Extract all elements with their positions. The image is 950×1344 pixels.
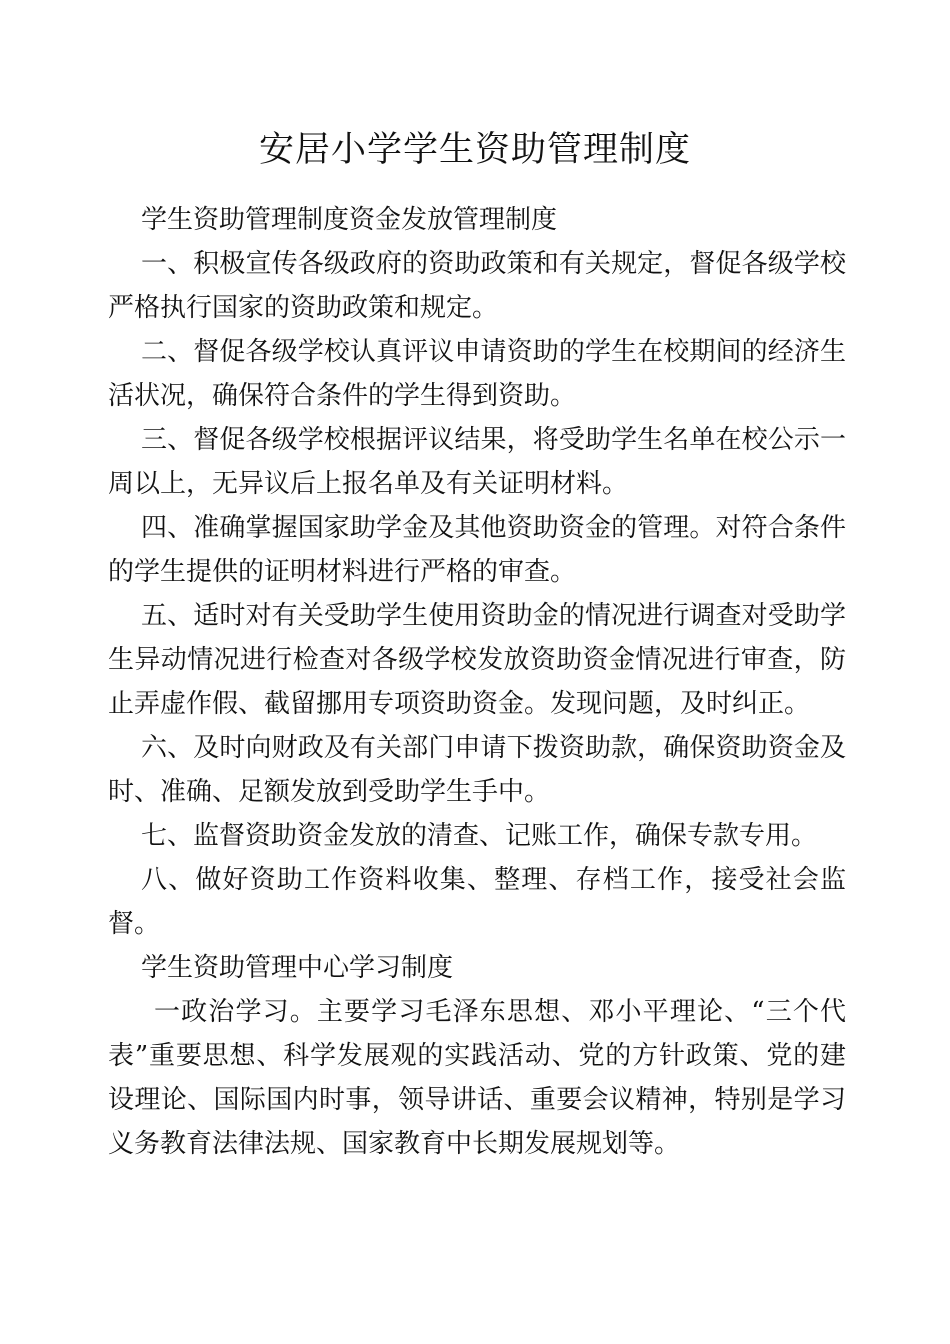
- paragraph-item-7: 七、监督资助资金发放的清查、记账工作，确保专款专用。: [141, 821, 818, 851]
- paragraph-item-2: 二、督促各级学校认真评议申请资助的学生在校期间的经济生活状况，确保符合条件的学生得到资助。: [108, 337, 846, 411]
- paragraph-item-1: 一、积极宣传各级政府的资助政策和有关规定，督促各级学校严格执行国家的资助政策和规定。: [108, 249, 846, 323]
- paragraph-political-study: 一政治学习。主要学习毛泽东思想、邓小平理论、“三个代表”重要思想、科学发展观的实践活动、党的方针政策、党的建设理论、国际国内时事，领导讲话、重要会议精神，特别是学习义务教育法律法规、国家教育中长期发展规划等。: [108, 997, 846, 1159]
- section-heading-funding: 学生资助管理制度资金发放管理制度: [141, 205, 558, 235]
- paragraph-item-5: 五、适时对有关受助学生使用资助金的情况进行调查对受助学生异动情况进行检查对各级学校发放资助资金情况进行审查，防止弄虚作假、截留挪用专项资助资金。发现问题，及时纠正。: [108, 601, 846, 719]
- paragraph-item-8: 八、做好资助工作资料收集、整理、存档工作，接受社会监督。: [108, 865, 846, 939]
- paragraph-item-6: 六、及时向财政及有关部门申请下拨资助款，确保资助资金及时、准确、足额发放到受助学生手中。: [108, 733, 846, 807]
- paragraph-item-4: 四、准确掌握国家助学金及其他资助资金的管理。对符合条件的学生提供的证明材料进行严格的审查。: [108, 513, 846, 587]
- section-heading-study: 学生资助管理中心学习制度: [141, 953, 454, 983]
- paragraph-item-3: 三、督促各级学校根据评议结果，将受助学生名单在校公示一周以上，无异议后上报名单及有关证明材料。: [108, 425, 846, 499]
- document-title: 安居小学学生资助管理制度: [258, 130, 691, 170]
- document-body: [108, 198, 846, 1166]
